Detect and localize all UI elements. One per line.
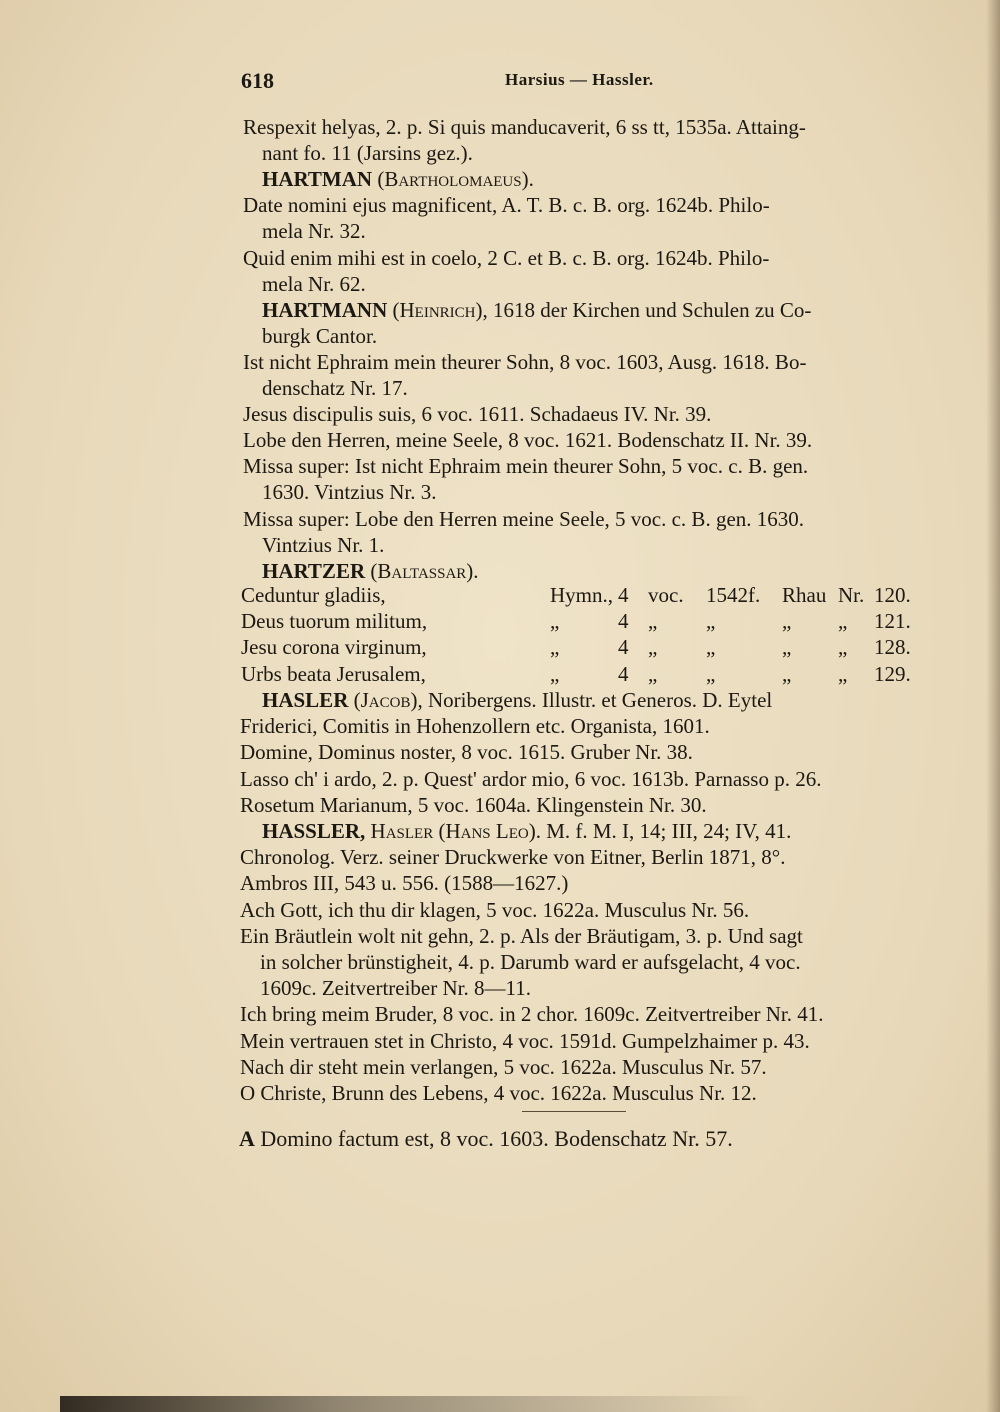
text-line: Lobe den Herren, meine Seele, 8 voc. 1621. Bodenschatz II. Nr. 39. (243, 428, 813, 453)
hymn-year: 1542f. (706, 583, 761, 607)
text-line: denschatz Nr. 17. (262, 376, 408, 400)
composer-given-name: Hasler (Hans Leo). (370, 819, 541, 843)
composer-given-name: (Jacob), (353, 688, 423, 712)
footer-initial: A (239, 1126, 255, 1151)
text-line: O Christe, Brunn des Lebens, 4 voc. 1622a. Musculus Nr. 12. (240, 1081, 757, 1105)
text-line: nant fo. 11 (Jarsins gez.). (262, 141, 473, 166)
text-line: Chronolog. Verz. seiner Druckwerke von Eitner, Berlin 1871, 8°. (240, 845, 786, 870)
text-line: Quid enim mihi est in coelo, 2 C. et B. c. B. org. 1624b. Philo- (243, 245, 770, 270)
composer-name: HARTMAN (262, 167, 373, 192)
hymn-coll: „ (782, 661, 792, 686)
composer-name: HASSLER, (262, 819, 366, 843)
hymn-nrl: „ (838, 609, 848, 634)
page-number: 618 (241, 68, 274, 93)
hymn-src: Hymn., (550, 583, 613, 607)
hymn-nr: 129. (874, 661, 911, 686)
scan-smudge (60, 1396, 760, 1412)
composer-given-name: (Bartholomaeus). (377, 167, 534, 192)
hymn-nr: 121. (874, 609, 911, 634)
text-line: 1630. Vintzius Nr. 3. (262, 480, 437, 505)
text-line (262, 297, 811, 323)
footer-text: Domino factum est, 8 voc. 1603. Bodenschatz Nr. 57. (254, 1126, 733, 1151)
text-line: Friderici, Comitis in Hohenzollern etc. Organista, 1601. (240, 714, 710, 739)
composer-given-name: (Baltassar). (370, 558, 479, 583)
hymn-year: „ (706, 635, 716, 660)
text-line: Ich bring meim Bruder, 8 voc. in 2 chor. 1609c. Zeitvertreiber Nr. 41. (240, 1002, 824, 1027)
page-header (0, 68, 1000, 94)
composer-name: HASLER (262, 688, 349, 712)
text-line (262, 687, 772, 713)
hymn-src: „ (550, 609, 560, 634)
hymn-voc: 4 (618, 583, 629, 607)
hymn-coll: Rhau (782, 583, 827, 607)
text-line: Jesus discipulis suis, 6 voc. 1611. Schadaeus IV. Nr. 39. (243, 402, 712, 427)
hymn-voc: 4 (618, 635, 629, 660)
hymn-vocl: voc. (648, 583, 684, 607)
hymn-nrl: Nr. (838, 583, 865, 607)
hymn-year: „ (706, 661, 716, 686)
composer-note: Noribergens. Illustr. et Generos. D. Eytel (427, 688, 773, 712)
hymn-voc: 4 (618, 661, 629, 686)
composer-given-name: (Heinrich), (392, 297, 488, 322)
text-line: mela Nr. 62. (262, 271, 366, 296)
hymn-title: Ceduntur gladiis, (241, 583, 386, 607)
text-line: Ist nicht Ephraim mein theurer Sohn, 8 voc. 1603, Ausg. 1618. Bo- (243, 349, 807, 374)
hymn-src: „ (550, 635, 560, 660)
hymn-title: Jesu corona virginum, (241, 635, 427, 660)
hymn-vocl: „ (648, 635, 658, 660)
separator-rule (522, 1111, 626, 1112)
hymn-src: „ (550, 661, 560, 686)
hymn-nrl: „ (838, 661, 848, 686)
text-line: Missa super: Ist nicht Ephraim mein theurer Sohn, 5 voc. c. B. gen. (243, 454, 809, 479)
text-line: Date nomini ejus magnificent, A. T. B. c. B. org. 1624b. Philo- (243, 193, 770, 218)
text-line: Rosetum Marianum, 5 voc. 1604a. Klingenstein Nr. 30. (240, 792, 707, 817)
hymn-vocl: „ (648, 661, 658, 686)
hymn-voc: 4 (618, 609, 629, 634)
text-line: Ach Gott, ich thu dir klagen, 5 voc. 1622a. Musculus Nr. 56. (240, 897, 750, 922)
running-title: Harsius — Hassler. (505, 70, 654, 89)
text-line (262, 166, 534, 192)
composer-name: HARTZER (262, 558, 366, 583)
composer-name: HARTMANN (262, 297, 388, 322)
hymn-title: Urbs beata Jerusalem, (241, 661, 426, 686)
hymn-coll: „ (782, 635, 792, 660)
footer-entry (239, 1126, 733, 1152)
text-line: Lasso ch' i ardo, 2. p. Quest' ardor mio, 6 voc. 1613b. Parnasso p. 26. (240, 766, 822, 791)
composer-note: M. f. M. I, 14; III, 24; IV, 41. (546, 819, 792, 843)
text-line: Ambros III, 543 u. 556. (1588—1627.) (240, 871, 569, 896)
text-line: Missa super: Lobe den Herren meine Seele, 5 voc. c. B. gen. 1630. (243, 506, 805, 531)
hymn-vocl: „ (648, 609, 658, 634)
text-line: Respexit helyas, 2. p. Si quis manducaverit, 6 ss tt, 1535a. Attaing- (243, 115, 806, 139)
composer-note: 1618 der Kirchen und Schulen zu Co- (493, 297, 812, 322)
text-line: Nach dir steht mein verlangen, 5 voc. 1622a. Musculus Nr. 57. (240, 1054, 767, 1079)
page-edge-shadow (986, 0, 1000, 1412)
hymn-nr: 128. (874, 635, 911, 660)
text-line: Domine, Dominus noster, 8 voc. 1615. Gruber Nr. 38. (240, 740, 693, 765)
text-line: Mein vertrauen stet in Christo, 4 voc. 1591d. Gumpelzhaimer p. 43. (240, 1028, 810, 1053)
hymn-nrl: „ (838, 635, 848, 660)
text-line: Vintzius Nr. 1. (262, 532, 385, 557)
hymn-title: Deus tuorum militum, (241, 609, 428, 634)
hymn-nr: 120. (874, 583, 911, 607)
text-line: mela Nr. 32. (262, 219, 366, 244)
text-line: burgk Cantor. (262, 323, 378, 348)
text-line: 1609c. Zeitvertreiber Nr. 8—11. (260, 976, 531, 1001)
text-line: Ein Bräutlein wolt nit gehn, 2. p. Als der Bräutigam, 3. p. Und sagt (240, 923, 803, 948)
text-line (262, 558, 479, 584)
text-line (262, 818, 791, 844)
hymn-year: „ (706, 609, 716, 634)
text-line: in solcher brünstigheit, 4. p. Darumb ward er aufsgelacht, 4 voc. (260, 950, 801, 974)
hymn-coll: „ (782, 609, 792, 634)
